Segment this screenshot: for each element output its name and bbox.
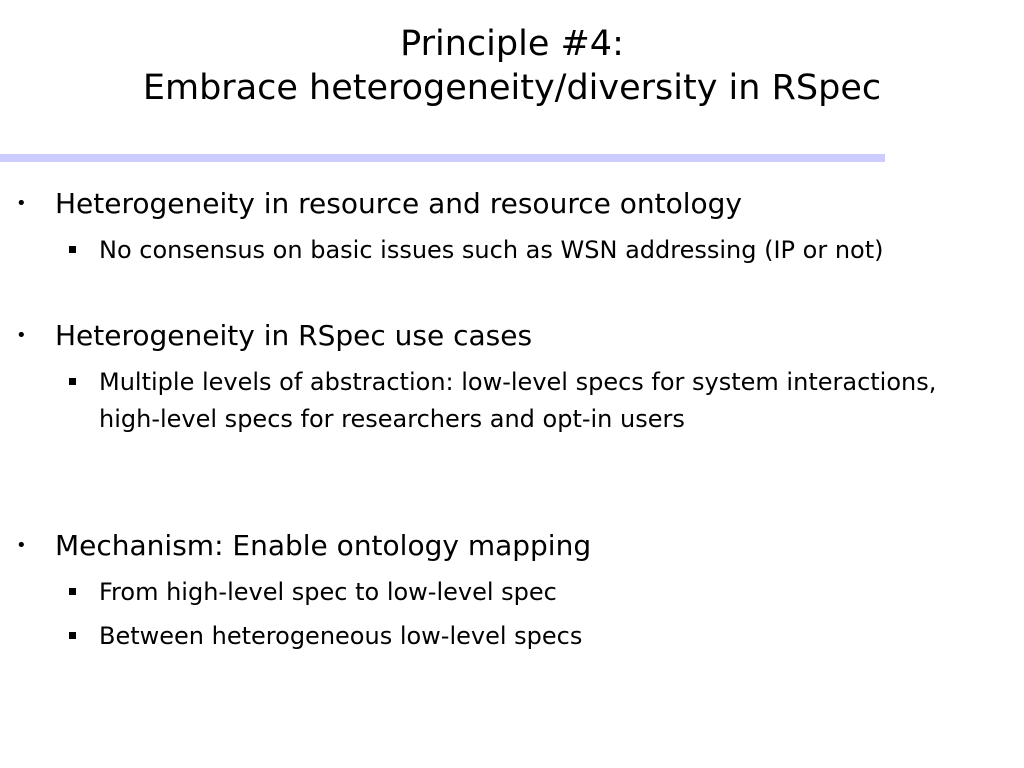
bullet-dot-icon: • xyxy=(16,193,27,214)
square-bullet-icon xyxy=(69,632,76,639)
sub-bullet-text: Multiple levels of abstraction: low-level specs for system interactions, high-level specs for researchers and opt-in users xyxy=(99,368,937,433)
bullet-text: Heterogeneity in RSpec use cases xyxy=(55,319,533,352)
square-bullet-icon xyxy=(69,378,76,385)
square-bullet-icon xyxy=(69,246,76,253)
slide-title xyxy=(0,22,1024,110)
square-bullet-icon xyxy=(69,588,76,595)
sub-bullet-text: Between heterogeneous low-level specs xyxy=(99,622,583,650)
bullet-text: Heterogeneity in resource and resource ontology xyxy=(55,187,742,220)
title-line-1: Principle #4: xyxy=(400,24,624,64)
sub-bullet-text: No consensus on basic issues such as WSN addressing (IP or not) xyxy=(99,236,884,264)
title-line-2: Embrace heterogeneity/diversity in RSpec xyxy=(142,68,882,108)
sub-bullet-text: From high-level spec to low-level spec xyxy=(99,578,557,606)
bullet-dot-icon: • xyxy=(16,325,27,346)
bullet-text: Mechanism: Enable ontology mapping xyxy=(55,529,592,562)
title-divider xyxy=(0,154,885,162)
bullet-dot-icon: • xyxy=(16,535,27,556)
